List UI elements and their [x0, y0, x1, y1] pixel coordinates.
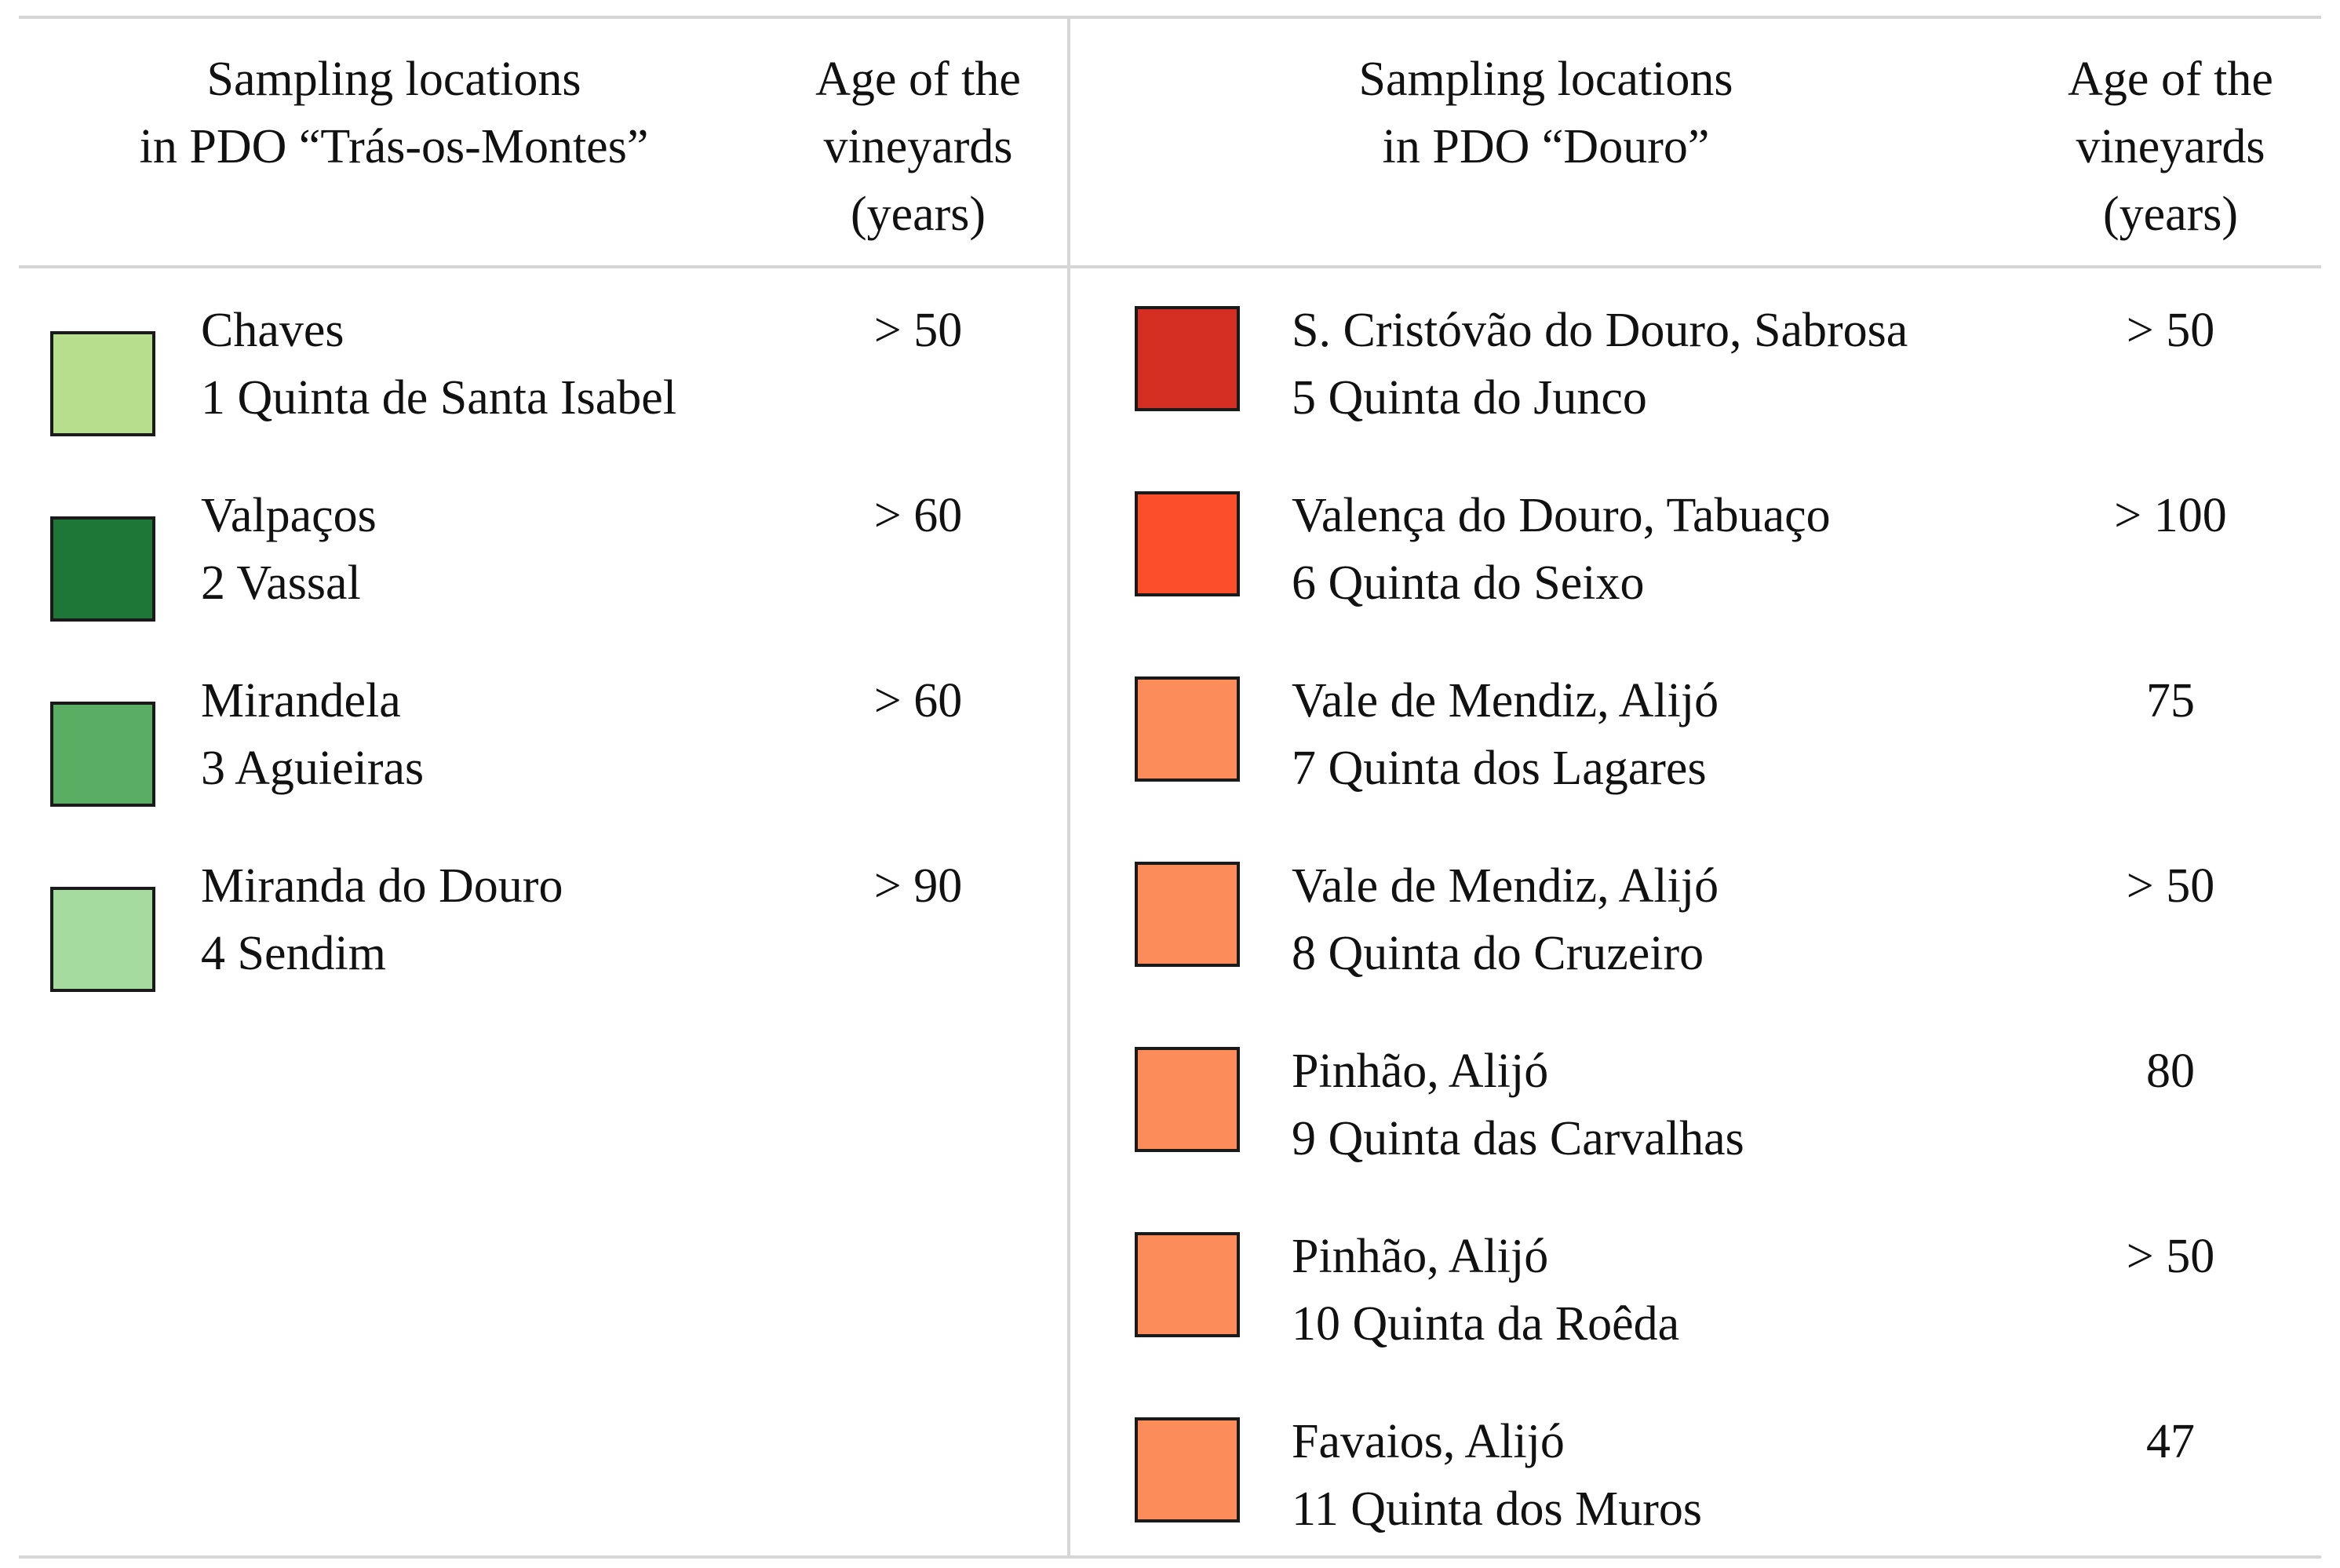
quinta-name: 3 Aguieiras — [201, 742, 425, 795]
color-swatch — [1135, 491, 1240, 596]
quinta-name: 6 Quinta do Seixo — [1292, 556, 1645, 610]
color-swatch — [1135, 1232, 1240, 1337]
vineyard-age: > 50 — [2126, 859, 2215, 913]
vineyard-age: > 60 — [873, 674, 963, 727]
vineyard-age: 47 — [2146, 1415, 2195, 1468]
quinta-name: 5 Quinta do Junco — [1292, 371, 1647, 425]
vineyard-age: 75 — [2146, 674, 2195, 727]
location-name: Vale de Mendiz, Alijó — [1292, 674, 1719, 727]
quinta-name: 4 Sendim — [201, 927, 386, 980]
table-top-rule — [19, 16, 2321, 19]
location-name: Pinhão, Alijó — [1292, 1230, 1549, 1283]
location-name: Valpaços — [201, 489, 377, 542]
header-left-age-line1: Age of the — [815, 53, 1021, 106]
quinta-name: 1 Quinta de Santa Isabel — [201, 371, 677, 425]
quinta-name: 7 Quinta dos Lagares — [1292, 742, 1707, 795]
header-right-location-line2: in PDO “Douro” — [1382, 120, 1710, 173]
header-left-age — [777, 46, 1059, 248]
quinta-name: 11 Quinta dos Muros — [1292, 1482, 1702, 1536]
color-swatch — [50, 887, 155, 992]
header-left-location-line2: in PDO “Trás-os-Montes” — [139, 120, 649, 173]
header-right-age-line2: vineyards — [2076, 120, 2265, 173]
color-swatch — [50, 516, 155, 622]
header-left-location-line1: Sampling locations — [206, 53, 581, 106]
location-name: Pinhão, Alijó — [1292, 1045, 1549, 1098]
header-left-age-line3: (years) — [850, 188, 986, 241]
vineyard-age: > 90 — [873, 859, 963, 913]
vineyard-age: > 50 — [873, 304, 963, 357]
color-swatch — [1135, 862, 1240, 967]
header-right-age-line1: Age of the — [2068, 53, 2273, 106]
vineyard-age: > 50 — [2126, 304, 2215, 357]
column-divider — [1067, 16, 1070, 1559]
header-right-age — [2029, 46, 2312, 248]
location-name: Miranda do Douro — [201, 859, 563, 913]
location-name: Vale de Mendiz, Alijó — [1292, 859, 1719, 913]
vineyard-age: > 100 — [2114, 489, 2227, 542]
color-swatch — [1135, 1417, 1240, 1522]
location-name: Valença do Douro, Tabuaço — [1292, 489, 1831, 542]
header-left-age-line2: vineyards — [823, 120, 1013, 173]
color-swatch — [50, 331, 155, 436]
vineyard-age: 80 — [2146, 1045, 2195, 1098]
quinta-name: 8 Quinta do Cruzeiro — [1292, 927, 1704, 980]
location-name: Chaves — [201, 304, 344, 357]
color-swatch — [1135, 1047, 1240, 1152]
table-bottom-rule — [19, 1555, 2321, 1559]
color-swatch — [1135, 676, 1240, 782]
location-name: Favaios, Alijó — [1292, 1415, 1565, 1468]
quinta-name: 10 Quinta da Roêda — [1292, 1297, 1680, 1351]
quinta-name: 9 Quinta das Carvalhas — [1292, 1112, 1744, 1165]
location-name: S. Cristóvão do Douro, Sabrosa — [1292, 304, 1908, 357]
location-name: Mirandela — [201, 674, 401, 727]
color-swatch — [1135, 306, 1240, 411]
header-bottom-rule — [19, 265, 2321, 268]
header-right-location-line1: Sampling locations — [1358, 53, 1733, 106]
header-right-age-line3: (years) — [2102, 188, 2239, 241]
header-right-location — [1201, 46, 1891, 181]
header-left-location — [47, 46, 741, 181]
color-swatch — [50, 702, 155, 807]
vineyard-age: > 50 — [2126, 1230, 2215, 1283]
vineyard-age: > 60 — [873, 489, 963, 542]
quinta-name: 2 Vassal — [201, 556, 361, 610]
